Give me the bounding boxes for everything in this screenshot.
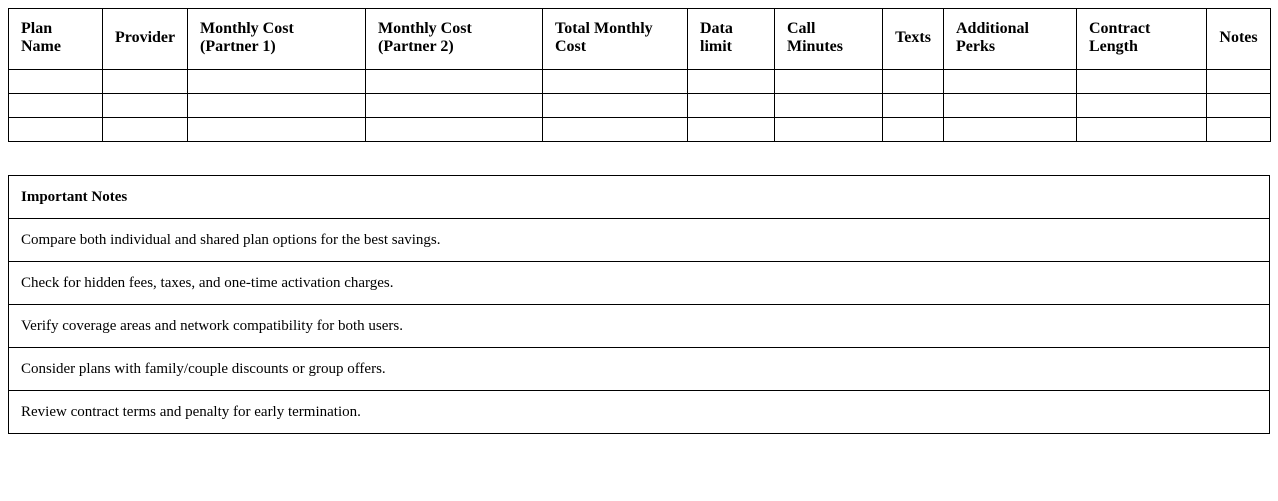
- table-cell[interactable]: [9, 70, 103, 94]
- table-cell[interactable]: [1207, 70, 1271, 94]
- header-data-limit: Data limit: [688, 9, 775, 70]
- header-monthly-cost-partner-1: Monthly Cost (Partner 1): [188, 9, 366, 70]
- table-cell[interactable]: [366, 94, 543, 118]
- table-cell[interactable]: [1207, 118, 1271, 142]
- table-cell[interactable]: [775, 118, 883, 142]
- header-additional-perks: Additional Perks: [944, 9, 1077, 70]
- note-row: [9, 219, 1270, 262]
- table-cell[interactable]: [1077, 94, 1207, 118]
- note-row: [9, 262, 1270, 305]
- table-cell[interactable]: [9, 118, 103, 142]
- header-provider: Provider: [103, 9, 188, 70]
- phone-plan-comparison-table: [8, 8, 1271, 142]
- table-cell[interactable]: [543, 118, 688, 142]
- document-body: [8, 8, 1270, 434]
- table-cell[interactable]: [188, 118, 366, 142]
- table-cell[interactable]: [883, 70, 944, 94]
- table-cell[interactable]: [944, 118, 1077, 142]
- table-cell[interactable]: [883, 94, 944, 118]
- important-notes-table: [8, 175, 1270, 434]
- table-cell[interactable]: [1077, 70, 1207, 94]
- note-item: Verify coverage areas and network compatibility for both users.: [9, 305, 1270, 348]
- note-row: [9, 348, 1270, 391]
- note-item: Review contract terms and penalty for early termination.: [9, 391, 1270, 434]
- note-row: [9, 391, 1270, 434]
- table-cell[interactable]: [366, 70, 543, 94]
- header-plan-name: Plan Name: [9, 9, 103, 70]
- header-texts: Texts: [883, 9, 944, 70]
- table-cell[interactable]: [543, 70, 688, 94]
- note-item: Check for hidden fees, taxes, and one-time activation charges.: [9, 262, 1270, 305]
- table-cell[interactable]: [944, 70, 1077, 94]
- table-cell[interactable]: [543, 94, 688, 118]
- table-cell[interactable]: [883, 118, 944, 142]
- table-cell[interactable]: [1077, 118, 1207, 142]
- note-item: Compare both individual and shared plan options for the best savings.: [9, 219, 1270, 262]
- table-cell[interactable]: [9, 94, 103, 118]
- table-header-row: [9, 9, 1271, 70]
- table-row: [9, 94, 1271, 118]
- table-cell[interactable]: [188, 70, 366, 94]
- table-cell[interactable]: [775, 70, 883, 94]
- table-cell[interactable]: [944, 94, 1077, 118]
- header-notes: Notes: [1207, 9, 1271, 70]
- table-cell[interactable]: [103, 118, 188, 142]
- table-cell[interactable]: [688, 70, 775, 94]
- notes-header-row: [9, 176, 1270, 219]
- table-cell[interactable]: [366, 118, 543, 142]
- table-cell[interactable]: [688, 118, 775, 142]
- notes-title: Important Notes: [9, 176, 1270, 219]
- table-cell[interactable]: [688, 94, 775, 118]
- note-item: Consider plans with family/couple discounts or group offers.: [9, 348, 1270, 391]
- table-cell[interactable]: [103, 70, 188, 94]
- header-call-minutes: Call Minutes: [775, 9, 883, 70]
- header-total-monthly-cost: Total Monthly Cost: [543, 9, 688, 70]
- note-row: [9, 305, 1270, 348]
- table-cell[interactable]: [103, 94, 188, 118]
- table-cell[interactable]: [188, 94, 366, 118]
- table-row: [9, 118, 1271, 142]
- table-cell[interactable]: [775, 94, 883, 118]
- table-row: [9, 70, 1271, 94]
- table-cell[interactable]: [1207, 94, 1271, 118]
- header-contract-length: Contract Length: [1077, 9, 1207, 70]
- header-monthly-cost-partner-2: Monthly Cost (Partner 2): [366, 9, 543, 70]
